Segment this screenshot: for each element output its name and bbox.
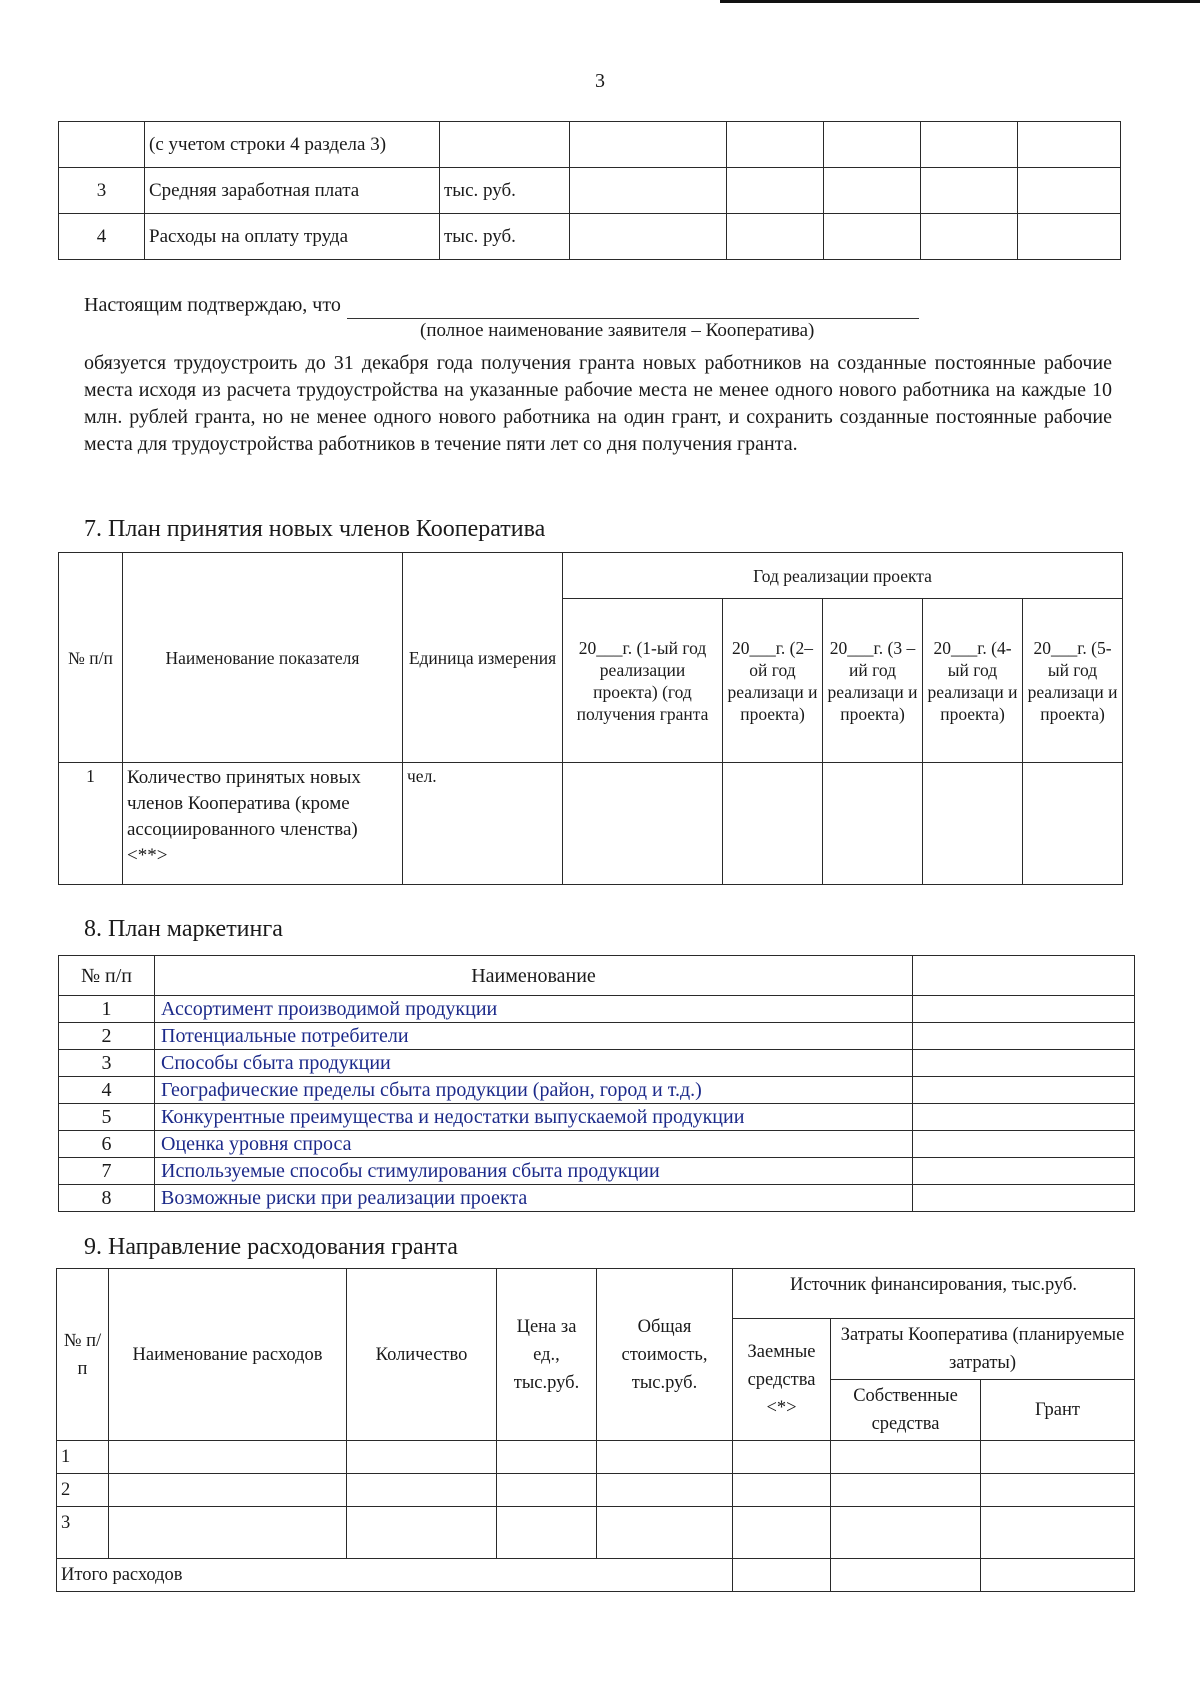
value-cell[interactable] [727,168,824,214]
page-number: 3 [595,70,605,92]
value-cell[interactable] [831,1441,981,1474]
value-cell[interactable] [109,1474,347,1507]
row-number: 4 [59,1077,155,1104]
value-cell[interactable] [913,996,1135,1023]
table-row [59,996,1135,1023]
row-name: Расходы на оплату труда [145,214,440,260]
value-cell[interactable] [1018,214,1121,260]
row-unit: чел. [403,763,563,885]
value-cell[interactable] [733,1474,831,1507]
confirm-line [84,292,1112,319]
value-cell[interactable] [597,1474,733,1507]
row-name: (с учетом строки 4 раздела 3) [145,122,440,168]
row-number: 5 [59,1104,155,1131]
value-cell[interactable] [981,1441,1135,1474]
years-group-header: Год реализации проекта [563,553,1123,599]
total-row [57,1559,1135,1592]
value-cell[interactable] [347,1474,497,1507]
value-cell[interactable] [1018,122,1121,168]
table-row [59,214,1121,260]
col-name-header: Наименование [155,956,913,996]
value-cell[interactable] [570,168,727,214]
value-cell[interactable] [497,1507,597,1559]
col-number-header: № п/п [59,553,123,763]
value-cell[interactable] [733,1559,831,1592]
row-name: Возможные риски при реализации проекта [155,1185,913,1212]
total-label: Итого расходов [57,1559,733,1592]
row-name: Географические пределы сбыта продукции (район, город и т.д.) [155,1077,913,1104]
table-row [59,763,1123,885]
table-row [57,1474,1135,1507]
value-header [913,956,1135,996]
year-3-header: 20___г. (3 –ий год реализаци и проекта) [823,599,923,763]
col-number-header: № п/п [57,1269,109,1441]
row-number: 2 [59,1023,155,1050]
value-cell[interactable] [921,214,1018,260]
row-name: Средняя заработная плата [145,168,440,214]
value-cell[interactable] [923,763,1023,885]
table-row [59,1077,1135,1104]
row-number: 2 [57,1474,109,1507]
row-number [59,122,145,168]
value-cell[interactable] [824,122,921,168]
value-cell[interactable] [1018,168,1121,214]
value-cell[interactable] [733,1507,831,1559]
value-cell[interactable] [497,1474,597,1507]
row-name: Количество принятых новых членов Кооператива (кроме ассоциированного членства) <**> [123,763,403,885]
value-cell[interactable] [913,1023,1135,1050]
value-cell[interactable] [570,122,727,168]
marketing-table [58,955,1135,1212]
value-cell[interactable] [497,1441,597,1474]
value-cell[interactable] [913,1185,1135,1212]
col-loan-header: Заемные средства <*> [733,1319,831,1441]
section-9-title: 9. Направление расходования гранта [84,1234,458,1260]
table-row [59,1158,1135,1185]
value-cell[interactable] [824,214,921,260]
col-unit-header: Единица измерения [403,553,563,763]
section-7-title: 7. План принятия новых членов Кооператива [84,516,546,542]
table-row [59,1104,1135,1131]
row-number: 3 [57,1507,109,1559]
year-4-header: 20___г. (4-ый год реализаци и проекта) [923,599,1023,763]
value-cell[interactable] [981,1559,1135,1592]
value-cell[interactable] [831,1474,981,1507]
table-row [59,1131,1135,1158]
row-number: 1 [57,1441,109,1474]
row-number: 6 [59,1131,155,1158]
value-cell[interactable] [921,122,1018,168]
staff-table [58,121,1121,260]
value-cell[interactable] [727,122,824,168]
row-name: Потенциальные потребители [155,1023,913,1050]
row-unit: тыс. руб. [440,168,570,214]
value-cell[interactable] [913,1131,1135,1158]
year-1-header: 20___г. (1-ый год реализации проекта) (год получения гранта [563,599,723,763]
value-cell[interactable] [723,763,823,885]
row-number: 1 [59,763,123,885]
row-name: Используемые способы стимулирования сбыта продукции [155,1158,913,1185]
row-name: Конкурентные преимущества и недостатки выпускаемой продукции [155,1104,913,1131]
table-row [59,1185,1135,1212]
row-name: Оценка уровня спроса [155,1131,913,1158]
value-cell[interactable] [831,1559,981,1592]
col-total-header: Общая стоимость, тыс.руб. [597,1269,733,1441]
col-number-header: № п/п [59,956,155,996]
value-cell[interactable] [727,214,824,260]
col-grant-header: Грант [981,1380,1135,1441]
value-cell[interactable] [733,1441,831,1474]
row-unit: тыс. руб. [440,214,570,260]
value-cell[interactable] [913,1050,1135,1077]
confirm-body: обязуется трудоустроить до 31 декабря года получения гранта новых работников на созданные постоянные рабочие места исходя из расчета трудоустройства на указанные рабочие места не менее одного нового работника на каждые 10 млн. рублей гранта, но не менее одного нового работника на один грант, и сохранить созданные постоянные рабочие места для трудоустройства работников в течение пяти лет со дня получения гранта. [84,352,1112,455]
col-name-header: Наименование показателя [123,553,403,763]
row-number: 3 [59,1050,155,1077]
applicant-name-field[interactable] [347,298,919,319]
row-number: 4 [59,214,145,260]
value-cell[interactable] [913,1077,1135,1104]
table-row [59,1050,1135,1077]
scan-edge-mark [720,0,1200,3]
confirm-prefix: Настоящим подтверждаю, что [84,294,341,316]
row-number: 7 [59,1158,155,1185]
row-name: Ассортимент производимой продукции [155,996,913,1023]
value-cell[interactable] [913,1104,1135,1131]
new-members-table [58,552,1123,885]
value-cell[interactable] [597,1507,733,1559]
value-cell[interactable] [823,763,923,885]
row-number: 8 [59,1185,155,1212]
table-row [57,1441,1135,1474]
table-row [59,168,1121,214]
source-group-header: Источник финансирования, тыс.руб. [733,1269,1135,1319]
col-price-header: Цена за ед., тыс.руб. [497,1269,597,1441]
value-cell[interactable] [913,1158,1135,1185]
applicant-caption: (полное наименование заявителя – Кооператива) [420,320,815,341]
table-row [59,1023,1135,1050]
year-2-header: 20___г. (2–ой год реализаци и проекта) [723,599,823,763]
row-number: 3 [59,168,145,214]
value-cell[interactable] [109,1441,347,1474]
year-5-header: 20___г. (5-ый год реализаци и проекта) [1023,599,1123,763]
table-row [59,122,1121,168]
value-cell[interactable] [981,1474,1135,1507]
value-cell[interactable] [347,1507,497,1559]
grant-expenses-table [56,1268,1135,1592]
table-row [57,1507,1135,1559]
value-cell[interactable] [921,168,1018,214]
col-name-header: Наименование расходов [109,1269,347,1441]
col-qty-header: Количество [347,1269,497,1441]
value-cell[interactable] [1023,763,1123,885]
row-name: Способы сбыта продукции [155,1050,913,1077]
value-cell[interactable] [831,1507,981,1559]
col-own-header: Собственные средства [831,1380,981,1441]
section-8-title: 8. План маркетинга [84,916,283,942]
value-cell[interactable] [824,168,921,214]
row-number: 1 [59,996,155,1023]
value-cell[interactable] [109,1507,347,1559]
row-unit [440,122,570,168]
value-cell[interactable] [570,214,727,260]
value-cell[interactable] [597,1441,733,1474]
coop-group-header: Затраты Кооператива (планируемые затраты) [831,1319,1135,1380]
value-cell[interactable] [347,1441,497,1474]
value-cell[interactable] [563,763,723,885]
value-cell[interactable] [981,1507,1135,1559]
